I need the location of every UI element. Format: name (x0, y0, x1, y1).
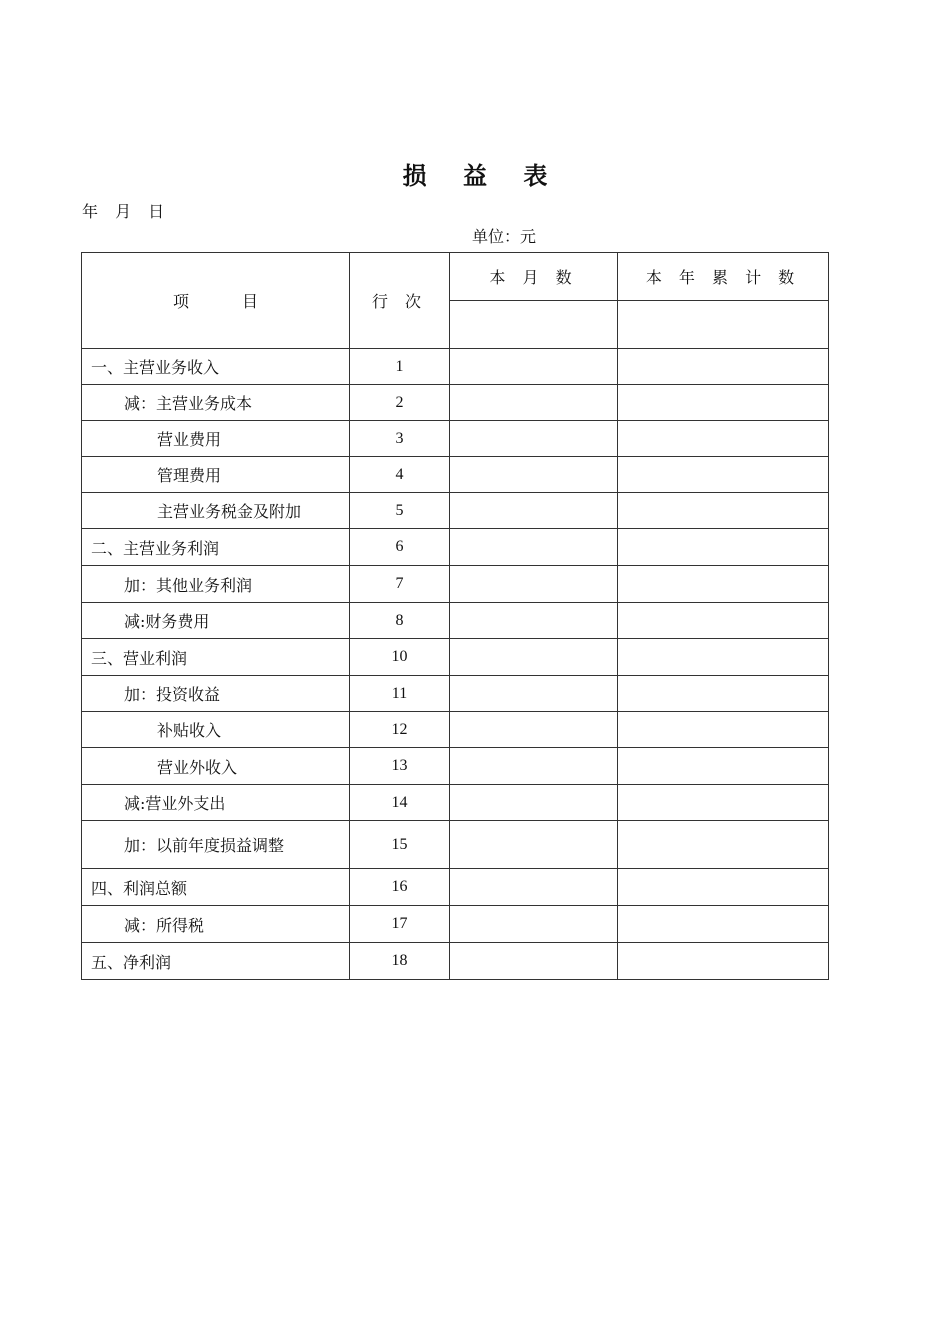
header-ytd-blank (618, 301, 829, 349)
row-ytd-cell (618, 748, 829, 785)
table-row (82, 943, 829, 980)
row-this-month-cell (450, 906, 618, 943)
row-this-month-cell (450, 603, 618, 639)
row-item-label: 二、主营业务利润 (82, 529, 350, 566)
row-this-month-cell (450, 493, 618, 529)
header-this-month: 本 月 数 (450, 253, 618, 301)
row-ytd-cell (618, 676, 829, 712)
row-ytd-cell (618, 639, 829, 676)
row-ytd-cell (618, 493, 829, 529)
row-this-month-cell (450, 943, 618, 980)
row-item-label: 营业费用 (82, 421, 350, 457)
table-row (82, 385, 829, 421)
table-row (82, 566, 829, 603)
row-line-number: 7 (350, 566, 450, 603)
row-item-label: 加：投资收益 (82, 676, 350, 712)
row-line-number: 5 (350, 493, 450, 529)
row-this-month-cell (450, 748, 618, 785)
row-ytd-cell (618, 421, 829, 457)
table-row (82, 493, 829, 529)
row-item-label: 加：以前年度损益调整 (82, 821, 350, 869)
row-item-label: 补贴收入 (82, 712, 350, 748)
row-ytd-cell (618, 785, 829, 821)
header-this-month-blank (450, 301, 618, 349)
row-line-number: 6 (350, 529, 450, 566)
row-line-number: 14 (350, 785, 450, 821)
header-line-no: 行 次 (350, 253, 450, 349)
row-ytd-cell (618, 385, 829, 421)
table-row (82, 529, 829, 566)
row-line-number: 3 (350, 421, 450, 457)
row-item-label: 管理费用 (82, 457, 350, 493)
table-row (82, 906, 829, 943)
header-item: 项 目 (82, 253, 350, 349)
row-ytd-cell (618, 906, 829, 943)
row-line-number: 1 (350, 349, 450, 385)
row-this-month-cell (450, 421, 618, 457)
row-this-month-cell (450, 457, 618, 493)
row-this-month-cell (450, 869, 618, 906)
row-item-label: 减：主营业务成本 (82, 385, 350, 421)
row-item-label: 四、利润总额 (82, 869, 350, 906)
table-row (82, 639, 829, 676)
row-line-number: 8 (350, 603, 450, 639)
row-this-month-cell (450, 676, 618, 712)
table-row (82, 785, 829, 821)
row-line-number: 15 (350, 821, 450, 869)
row-line-number: 16 (350, 869, 450, 906)
row-this-month-cell (450, 712, 618, 748)
date-line: 年 月 日 (82, 202, 165, 221)
row-item-label: 减:营业外支出 (82, 785, 350, 821)
table-row (82, 603, 829, 639)
row-item-label: 一、主营业务收入 (82, 349, 350, 385)
row-this-month-cell (450, 785, 618, 821)
row-line-number: 13 (350, 748, 450, 785)
row-item-label: 营业外收入 (82, 748, 350, 785)
unit-label: 单位：元 (472, 227, 537, 246)
row-ytd-cell (618, 349, 829, 385)
row-item-label: 减:财务费用 (82, 603, 350, 639)
page-title: 损 益 表 (402, 161, 548, 190)
row-line-number: 12 (350, 712, 450, 748)
row-line-number: 2 (350, 385, 450, 421)
row-this-month-cell (450, 385, 618, 421)
row-ytd-cell (618, 821, 829, 869)
row-ytd-cell (618, 712, 829, 748)
row-item-label: 五、净利润 (82, 943, 350, 980)
table-row (82, 457, 829, 493)
row-this-month-cell (450, 821, 618, 869)
row-line-number: 11 (350, 676, 450, 712)
row-line-number: 18 (350, 943, 450, 980)
row-this-month-cell (450, 529, 618, 566)
table-row (82, 421, 829, 457)
table-row (82, 712, 829, 748)
income-statement-table (81, 252, 829, 980)
row-line-number: 10 (350, 639, 450, 676)
row-this-month-cell (450, 566, 618, 603)
row-this-month-cell (450, 349, 618, 385)
header-ytd: 本 年 累 计 数 (618, 253, 829, 301)
row-ytd-cell (618, 869, 829, 906)
row-this-month-cell (450, 639, 618, 676)
row-ytd-cell (618, 566, 829, 603)
table-row (82, 869, 829, 906)
row-item-label: 加：其他业务利润 (82, 566, 350, 603)
table-row (82, 349, 829, 385)
table-row (82, 748, 829, 785)
row-ytd-cell (618, 457, 829, 493)
row-item-label: 三、营业利润 (82, 639, 350, 676)
table-row (82, 821, 829, 869)
row-line-number: 17 (350, 906, 450, 943)
row-item-label: 主营业务税金及附加 (82, 493, 350, 529)
row-ytd-cell (618, 603, 829, 639)
table-row (82, 676, 829, 712)
row-line-number: 4 (350, 457, 450, 493)
row-ytd-cell (618, 943, 829, 980)
row-ytd-cell (618, 529, 829, 566)
row-item-label: 减：所得税 (82, 906, 350, 943)
